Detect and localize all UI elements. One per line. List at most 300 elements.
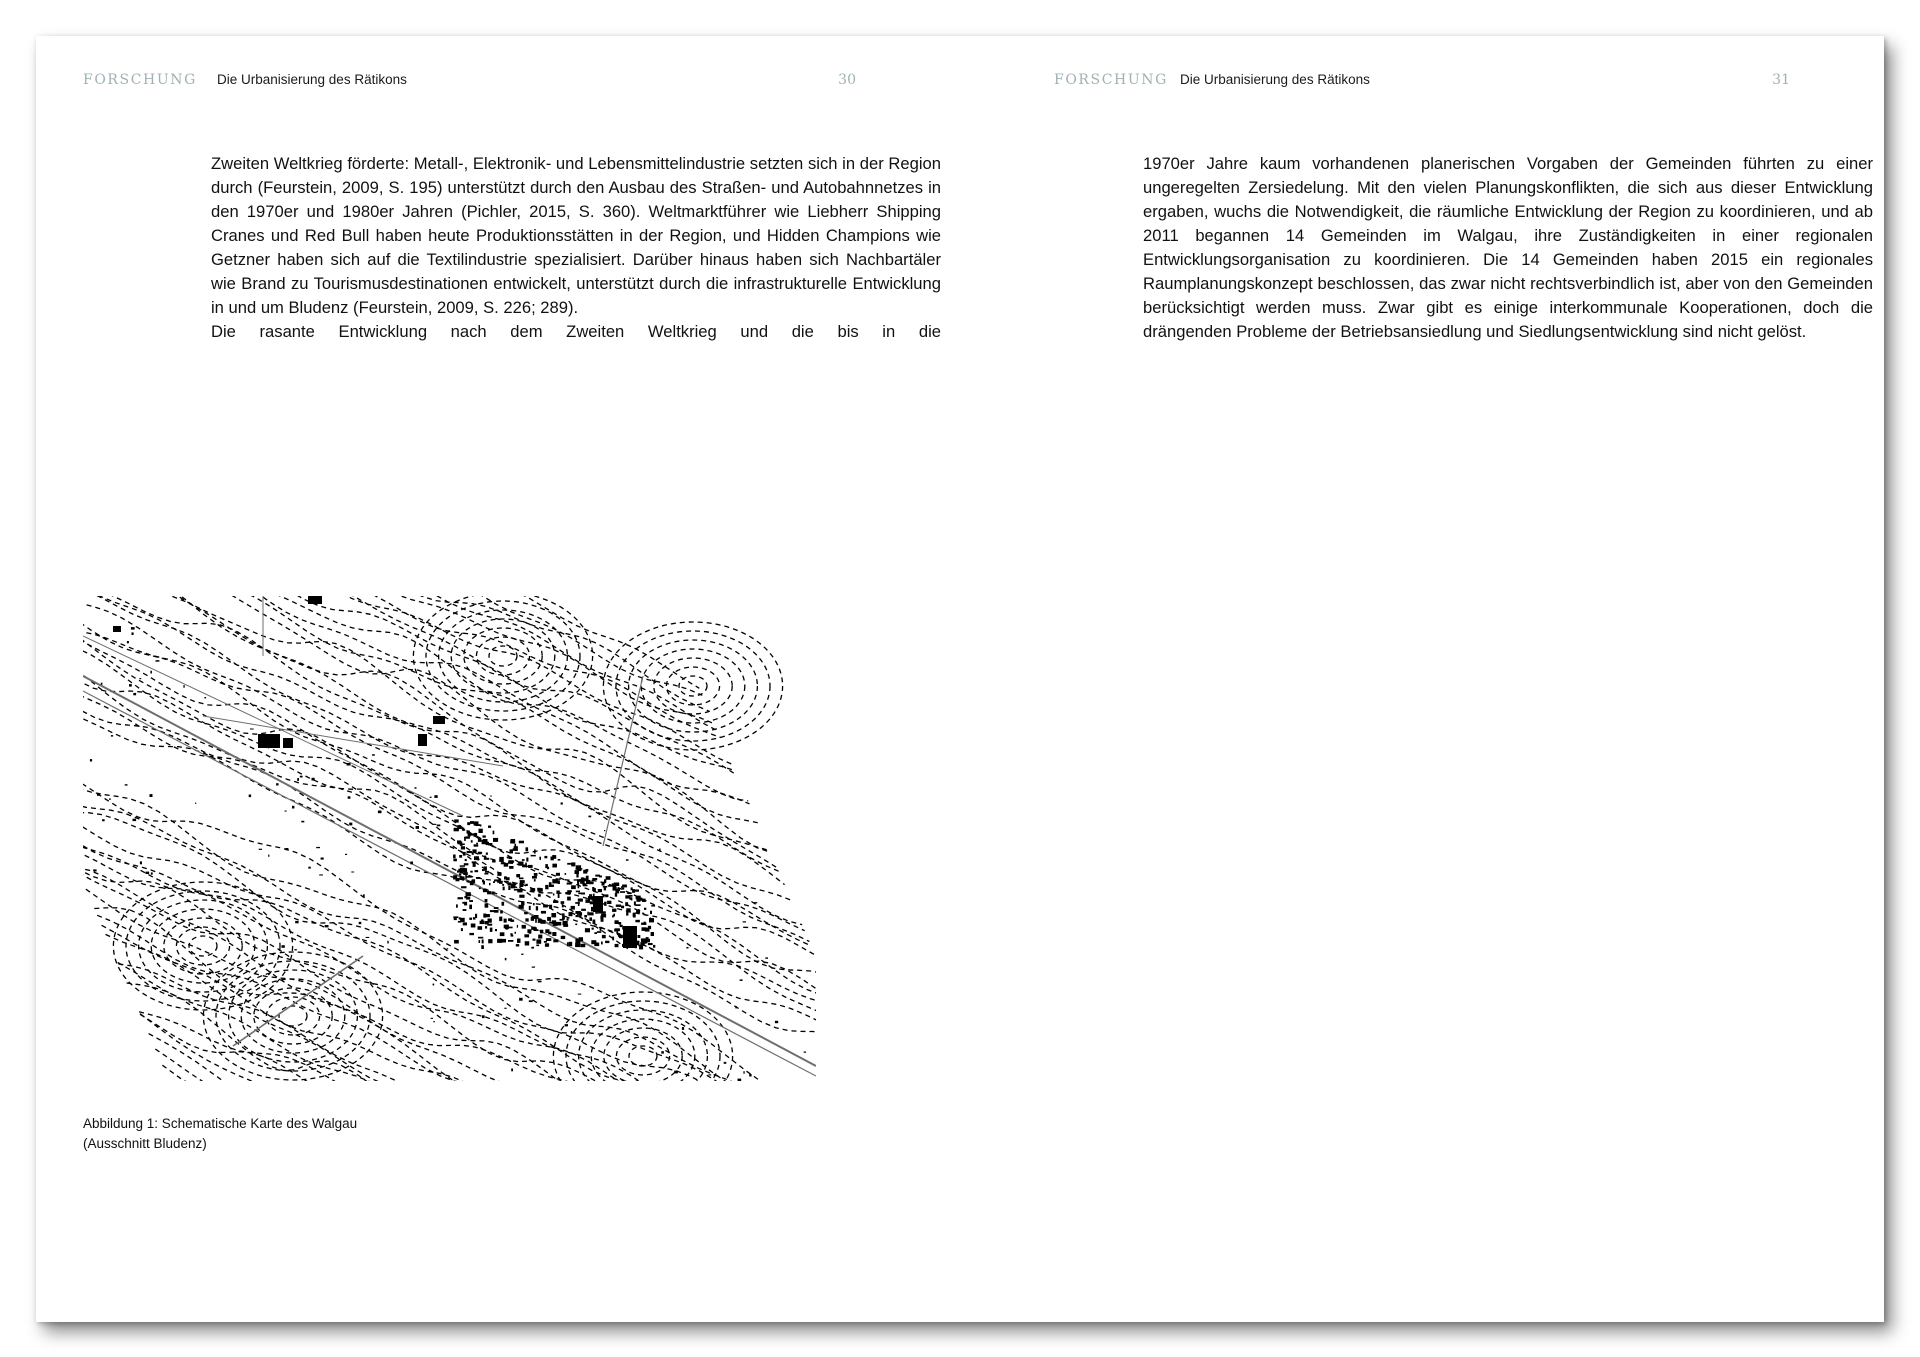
- building: [533, 939, 536, 941]
- building: [622, 888, 624, 890]
- building: [545, 885, 548, 889]
- building: [575, 902, 580, 904]
- building: [259, 849, 262, 850]
- building: [410, 862, 413, 865]
- building: [508, 886, 510, 890]
- building: [276, 783, 278, 785]
- building: [577, 881, 579, 884]
- building: [652, 1020, 653, 1021]
- building: [526, 858, 528, 862]
- building: [510, 841, 515, 844]
- building: [132, 632, 134, 635]
- building: [485, 842, 489, 844]
- building: [634, 901, 636, 905]
- building: [556, 922, 561, 926]
- building: [552, 864, 556, 868]
- building: [482, 880, 484, 883]
- building: [661, 1051, 664, 1053]
- building: [464, 837, 466, 841]
- building: [500, 910, 503, 913]
- building: [539, 857, 541, 860]
- building: [514, 889, 519, 891]
- building: [622, 885, 627, 888]
- building: [599, 876, 602, 878]
- building: [129, 684, 132, 687]
- building: [561, 802, 563, 804]
- building: [576, 874, 578, 878]
- building: [483, 914, 486, 918]
- building: [529, 1000, 533, 1002]
- building: [618, 933, 620, 937]
- building: [536, 945, 539, 947]
- building: [585, 879, 589, 882]
- section-label: FORSCHUNG: [1054, 72, 1168, 88]
- building: [492, 860, 496, 863]
- building: [604, 902, 607, 906]
- building: [509, 857, 513, 859]
- building: [454, 918, 457, 920]
- building: [642, 899, 646, 902]
- figure-caption: [83, 1114, 483, 1154]
- building: [650, 911, 652, 914]
- paragraph: Die rasante Entwicklung nach dem Zweiten Weltkrieg und die bis in die: [211, 322, 941, 341]
- building: [474, 844, 479, 846]
- building: [249, 795, 251, 798]
- building: [644, 908, 646, 910]
- building: [351, 872, 354, 873]
- building: [469, 900, 473, 902]
- building: [565, 873, 567, 875]
- building: [749, 1074, 751, 1077]
- building: [659, 849, 661, 851]
- building: [583, 870, 587, 874]
- building: [469, 933, 474, 935]
- building: [626, 912, 628, 915]
- building: [415, 787, 417, 789]
- building: [433, 1021, 435, 1022]
- building: [724, 1062, 727, 1064]
- building: [580, 879, 585, 883]
- building: [494, 907, 499, 909]
- page-number: 30: [838, 72, 856, 88]
- building: [708, 1074, 711, 1075]
- building: [518, 862, 523, 866]
- building: [581, 944, 586, 947]
- building: [90, 759, 92, 761]
- building: [453, 916, 458, 918]
- building: [139, 678, 141, 679]
- building: [558, 894, 560, 899]
- building: [504, 1008, 506, 1009]
- building: [463, 852, 466, 856]
- building: [564, 922, 567, 924]
- building: [433, 824, 436, 825]
- building: [470, 834, 475, 836]
- building: [491, 795, 492, 797]
- building: [459, 855, 462, 858]
- building: [538, 894, 541, 897]
- building: [592, 887, 594, 891]
- building: [583, 885, 588, 887]
- building: [553, 939, 558, 942]
- building: [558, 859, 561, 861]
- building: [546, 938, 551, 941]
- building: [593, 920, 596, 924]
- building: [578, 994, 582, 995]
- building: [529, 930, 532, 934]
- building: [601, 919, 604, 922]
- building: [348, 796, 351, 799]
- building: [581, 909, 586, 911]
- building: [651, 905, 655, 907]
- building: [497, 881, 501, 883]
- building: [285, 811, 287, 812]
- paragraph: Zweiten Weltkrieg förderte: Metall-, Elektronik- und Lebensmittelindustrie setzten sich in der Region durch (Feurstein, 2009, S. 195) unterstützt durch den Ausbau des Straßen- und Autobahnnetzes in den 1970er und 1980er Jahren (Pichler, 2015, S. 360). Weltmarktführer wie Liebherr Shipping Cranes und Red Bull haben heute Produktionsstätten in der Region, und Hidden Champions wie Getzner haben sich auf die Textilindustrie spezialisiert. Darüber hinaus haben sich Nachbartäler wie Brand zu Tourismusdestinationen entwickelt, unterstützt durch die infrastrukturelle Entwicklung in und um Bludenz (Feurstein, 2009, S. 226; 289).: [211, 154, 941, 317]
- building: [470, 821, 474, 824]
- building: [453, 855, 456, 859]
- building: [250, 729, 254, 730]
- building: [433, 716, 445, 724]
- building: [578, 868, 582, 871]
- building: [499, 857, 504, 861]
- building: [508, 882, 512, 885]
- building: [487, 891, 491, 894]
- building: [508, 860, 513, 864]
- building: [519, 883, 523, 887]
- building: [502, 902, 505, 906]
- building: [738, 1079, 742, 1081]
- building: [631, 887, 633, 890]
- building: [485, 926, 487, 929]
- building: [533, 888, 535, 891]
- building: [297, 778, 299, 781]
- chapter-title: Die Urbanisierung des Rätikons: [1180, 72, 1370, 87]
- building: [467, 831, 470, 834]
- building: [653, 945, 655, 948]
- building: [133, 693, 136, 695]
- building: [604, 914, 606, 918]
- building: [258, 734, 280, 748]
- building: [292, 806, 294, 809]
- building: [644, 922, 646, 924]
- building: [548, 932, 551, 935]
- building: [651, 932, 654, 936]
- building: [569, 942, 573, 946]
- building: [300, 776, 303, 778]
- building: [359, 922, 362, 924]
- building: [460, 918, 465, 922]
- caption-line: (Ausschnitt Bludenz): [83, 1136, 207, 1151]
- building: [493, 881, 495, 883]
- building: [588, 816, 591, 818]
- building: [156, 660, 160, 662]
- building: [519, 998, 523, 1001]
- building: [567, 897, 571, 901]
- building: [605, 941, 609, 943]
- building: [269, 741, 273, 743]
- building: [589, 894, 592, 896]
- building: [641, 938, 646, 942]
- building: [510, 849, 514, 853]
- building: [301, 821, 304, 823]
- building: [516, 944, 519, 946]
- building: [743, 1071, 744, 1074]
- building: [497, 872, 501, 876]
- building: [511, 886, 516, 889]
- building: [482, 1015, 485, 1018]
- building: [531, 917, 534, 921]
- building: [504, 863, 509, 867]
- building: [133, 819, 137, 821]
- body-text: [211, 152, 941, 344]
- building: [525, 918, 528, 921]
- building: [534, 849, 536, 853]
- building: [600, 928, 602, 931]
- building: [499, 917, 502, 922]
- building: [549, 905, 552, 909]
- building: [387, 941, 388, 944]
- building: [544, 856, 547, 858]
- building: [619, 890, 620, 891]
- building: [531, 947, 534, 949]
- building: [604, 887, 606, 890]
- building: [461, 868, 465, 872]
- building: [631, 897, 633, 900]
- building: [625, 895, 630, 898]
- building: [636, 1081, 639, 1082]
- building: [493, 838, 498, 842]
- building: [495, 929, 497, 931]
- building: [467, 822, 470, 825]
- building: [571, 885, 576, 889]
- building: [458, 869, 461, 872]
- building: [454, 819, 459, 822]
- caption-line: Abbildung 1: Schematische Karte des Walgau: [83, 1116, 358, 1131]
- building: [183, 685, 184, 688]
- building: [312, 778, 315, 781]
- building: [534, 915, 539, 919]
- building: [479, 888, 481, 890]
- building: [519, 841, 524, 844]
- building: [549, 921, 551, 923]
- building: [578, 893, 582, 895]
- building: [418, 734, 427, 746]
- body-text: [1143, 152, 1873, 344]
- building: [484, 873, 488, 875]
- building: [500, 932, 505, 936]
- building: [505, 958, 507, 960]
- building: [461, 886, 466, 888]
- chapter-title: Die Urbanisierung des Rätikons: [217, 72, 407, 87]
- building: [464, 863, 469, 865]
- building: [469, 905, 472, 910]
- building: [553, 900, 558, 903]
- building: [506, 877, 510, 880]
- building: [584, 915, 587, 918]
- building: [528, 865, 533, 868]
- building: [571, 1031, 573, 1033]
- building: [615, 893, 617, 897]
- building: [519, 895, 524, 898]
- building: [526, 847, 529, 851]
- building: [483, 889, 488, 892]
- building: [470, 881, 474, 885]
- building: [188, 924, 190, 926]
- building: [325, 925, 329, 927]
- building: [472, 852, 474, 855]
- building: [474, 856, 476, 860]
- building: [545, 864, 548, 868]
- building: [472, 849, 476, 852]
- building: [586, 929, 587, 931]
- building: [140, 861, 142, 864]
- building: [686, 947, 688, 949]
- building: [456, 904, 458, 907]
- building: [602, 935, 606, 938]
- building: [626, 859, 629, 861]
- building: [521, 901, 524, 905]
- building: [576, 891, 580, 893]
- building: [620, 891, 625, 893]
- building: [775, 1021, 778, 1023]
- building: [430, 797, 432, 798]
- building: [478, 937, 483, 939]
- building: [540, 930, 543, 934]
- building: [513, 861, 514, 863]
- building: [567, 890, 572, 892]
- building: [598, 889, 602, 892]
- building: [268, 855, 269, 857]
- building: [467, 876, 472, 878]
- building: [490, 910, 494, 912]
- building: [486, 853, 488, 855]
- building: [102, 819, 105, 821]
- building: [416, 826, 419, 829]
- building: [504, 919, 507, 923]
- building: [471, 840, 473, 842]
- building: [101, 683, 103, 685]
- building: [536, 939, 541, 943]
- building: [578, 884, 580, 888]
- building: [447, 948, 449, 949]
- building: [463, 872, 468, 875]
- building: [465, 859, 467, 861]
- building: [595, 912, 598, 914]
- building: [93, 869, 96, 871]
- building: [484, 856, 486, 859]
- building: [478, 852, 482, 855]
- building: [525, 941, 530, 945]
- building: [488, 826, 491, 828]
- building: [551, 857, 554, 861]
- building: [497, 939, 502, 943]
- building: [294, 949, 296, 950]
- building: [522, 925, 526, 929]
- building: [349, 823, 352, 826]
- building: [551, 913, 556, 917]
- building: [547, 917, 551, 921]
- building: [113, 626, 121, 632]
- building: [552, 932, 556, 936]
- building: [604, 879, 606, 883]
- building: [517, 925, 518, 928]
- building: [549, 885, 554, 888]
- building: [471, 924, 476, 928]
- building: [556, 873, 560, 876]
- building: [479, 829, 483, 833]
- building: [613, 887, 617, 891]
- paragraph: 1970er Jahre kaum vorhandenen planerischen Vorgaben der Gemeinden führten zu einer ungeregelten Zersiedelung. Mit den vielen Planungskonflikten, die sich aus dieser Entwicklung ergaben, wuchs die Notwendigkeit, die räumliche Entwicklung der Region zu koordinieren, und ab 2011 begannen 14 Gemeinden im Walgau, ihre Zuständigkeiten in einer regionalen Entwicklungsorganisation zu koordinieren. Die 14 Gemeinden haben 2015 ein regionales Raumplanungskonzept beschlossen, das zwar nicht rechtsverbindlich ist, aber von den Gemeinden berücksichtigt werden muss. Zwar gibt es einige interkommunale Kooperationen, doch die drängenden Probleme der Betriebsansiedlung und Siedlungsentwicklung sind nicht gelöst.: [1143, 154, 1873, 341]
- building: [488, 843, 492, 845]
- building: [490, 928, 493, 932]
- building: [561, 913, 564, 915]
- building: [576, 915, 579, 917]
- building: [316, 847, 320, 848]
- building: [434, 795, 437, 798]
- building: [476, 843, 478, 845]
- building: [593, 896, 603, 912]
- building: [565, 1024, 568, 1026]
- building: [586, 876, 589, 879]
- building: [466, 880, 469, 882]
- building: [571, 906, 575, 910]
- building: [485, 899, 488, 902]
- building: [580, 939, 583, 941]
- building: [545, 943, 549, 946]
- building: [465, 875, 467, 879]
- building: [461, 846, 465, 849]
- building: [753, 902, 757, 903]
- building: [469, 918, 472, 920]
- building: [478, 838, 482, 842]
- building: [552, 879, 557, 883]
- building: [569, 912, 573, 916]
- building: [604, 830, 605, 831]
- building: [522, 859, 525, 861]
- building: [616, 905, 621, 907]
- building: [458, 897, 463, 899]
- building: [543, 905, 548, 908]
- building: [109, 799, 111, 800]
- building: [484, 866, 487, 870]
- building: [472, 861, 477, 863]
- building: [626, 908, 630, 912]
- building: [366, 937, 370, 938]
- building: [503, 887, 505, 891]
- building: [517, 939, 521, 943]
- building: [285, 848, 288, 850]
- building: [534, 873, 538, 876]
- building: [509, 866, 513, 869]
- building: [321, 858, 324, 860]
- building: [482, 869, 484, 871]
- building: [454, 940, 459, 944]
- building: [463, 922, 467, 925]
- right-page: [960, 36, 1884, 1322]
- building: [594, 857, 595, 859]
- schematic-map-figure: [83, 596, 816, 1081]
- page-number: 31: [1772, 72, 1790, 88]
- building: [556, 891, 559, 894]
- building: [145, 872, 149, 874]
- building: [642, 913, 644, 915]
- building: [525, 884, 528, 886]
- building: [567, 883, 572, 885]
- building: [485, 903, 489, 907]
- building: [532, 967, 535, 968]
- building: [646, 937, 649, 941]
- building: [478, 926, 483, 930]
